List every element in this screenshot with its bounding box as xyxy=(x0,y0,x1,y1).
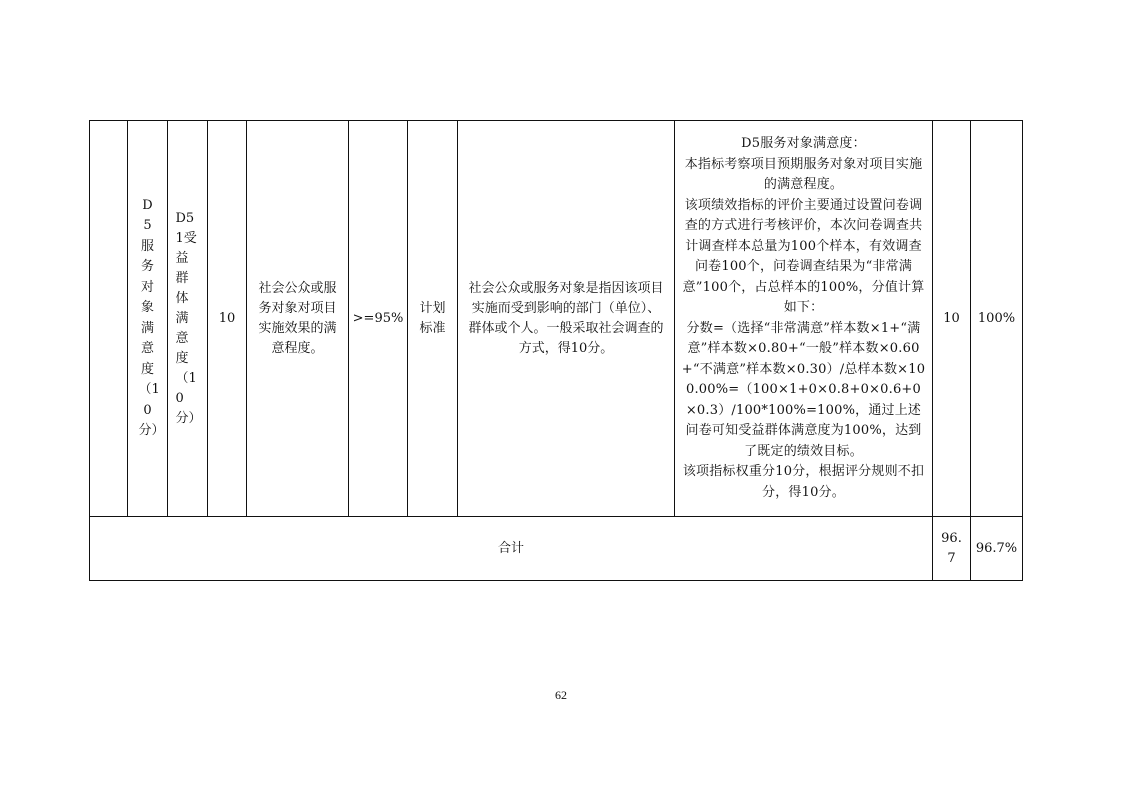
total-score: 96.7 xyxy=(941,530,962,566)
scoring-explanation: D5服务对象满意度： 本指标考察项目预期服务对象对项目实施的满意程度。 该项绩效指标的评价主要通过设置问卷调查的方式进行考核评价，本次问卷调查共计调查样本总量为100个样本，有效调查问卷100个，问卷调查结果为“非常满意”100个，占总样本的100%，分值计算如下： 分数=（选择“非常满意”样本数×1+“满意”样本数×0.80+“一般”样本数×0.60+“不满意”样本数×0.30）/总样本数×100.00%=（100×1+0×0.8+0×0.6+0×0.3）/100*100%=100%，通过上述问卷可知受益群体满意度为100%，达到了既定的绩效目标。 该项指标权重分10分，根据评分规则不扣分，得10分。 xyxy=(681,136,926,500)
level1-indicator-cell xyxy=(90,121,128,517)
explanation-cell xyxy=(675,121,933,517)
weight-cell xyxy=(208,121,247,517)
total-label-cell xyxy=(90,517,933,581)
score-value: 10 xyxy=(943,310,960,326)
page-number: 62 xyxy=(555,688,567,702)
total-score-rate-cell xyxy=(971,517,1023,581)
total-score-cell xyxy=(933,517,971,581)
table-row xyxy=(90,121,1023,517)
total-score-rate: 96.7% xyxy=(975,540,1018,556)
score-cell xyxy=(933,121,971,517)
score-rate-value: 100% xyxy=(977,310,1016,326)
level3-indicator: D51受益群体满意度（10分） xyxy=(175,210,202,426)
level3-indicator-cell xyxy=(168,121,208,517)
performance-table xyxy=(89,120,1023,581)
total-label: 合计 xyxy=(497,540,524,556)
description-cell xyxy=(458,121,675,517)
weight-value: 10 xyxy=(218,310,236,326)
total-row xyxy=(90,517,1023,581)
level2-indicator: D5服务对象满意度（10分） xyxy=(138,197,165,438)
level2-indicator-cell xyxy=(128,121,168,517)
indicator-content-cell xyxy=(247,121,349,517)
target-value: >=95% xyxy=(352,310,404,326)
basis-text: 计划标准 xyxy=(419,300,446,336)
basis-cell xyxy=(408,121,458,517)
score-rate-cell xyxy=(971,121,1023,517)
indicator-content: 社会公众或服务对象对项目实施效果的满意程度。 xyxy=(258,280,337,356)
scoring-description: 社会公众或服务对象是指因该项目实施而受到影响的部门（单位）、群体或个人。一般采取社会调查的方式，得10分。 xyxy=(468,280,664,356)
target-value-cell xyxy=(349,121,408,517)
